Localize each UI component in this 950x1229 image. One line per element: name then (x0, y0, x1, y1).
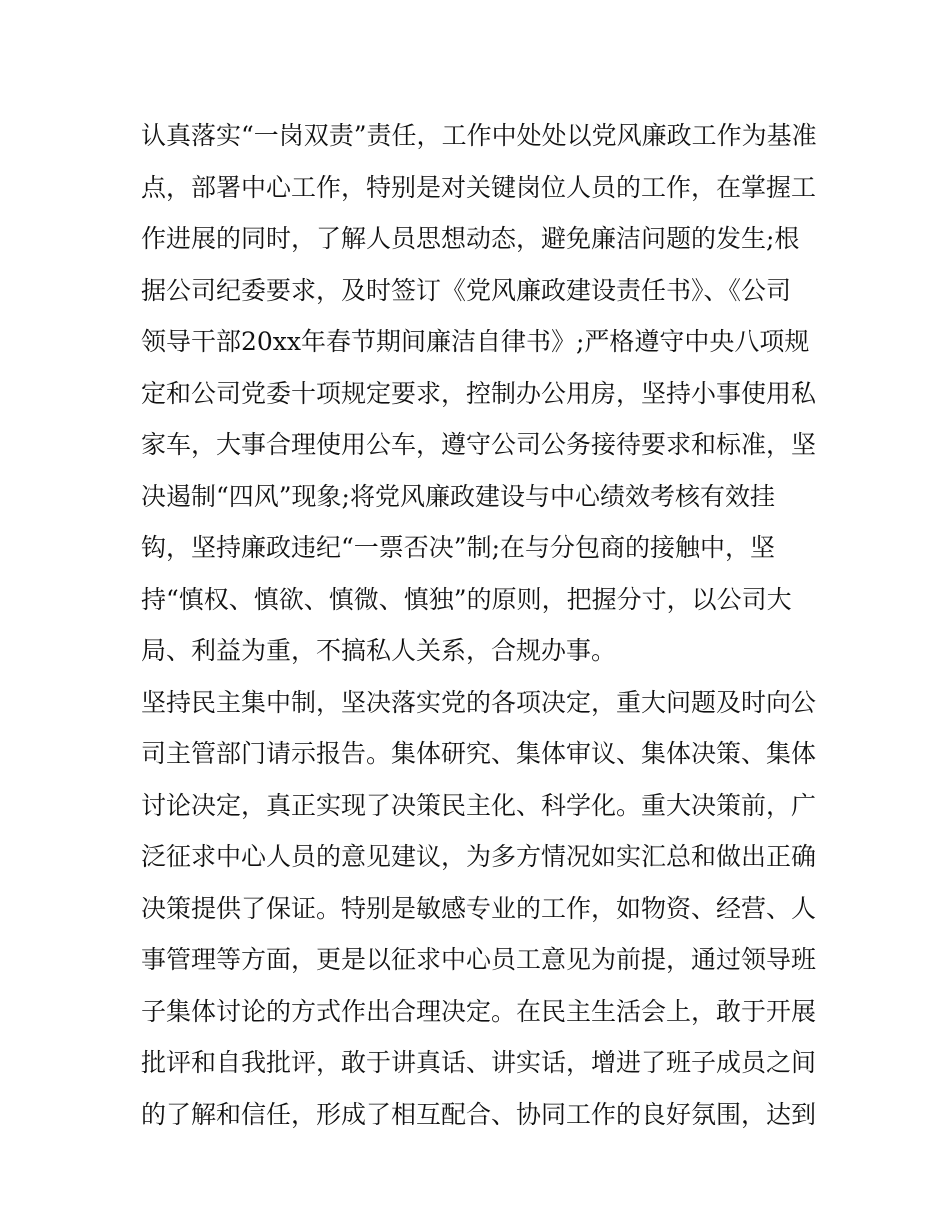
text-line: 的了解和信任，形成了相互配合、协同工作的良好氛围，达到 (141, 1099, 817, 1129)
body-text (141, 110, 821, 1140)
text-line: 子集体讨论的方式作出合理决定。在民主生活会上，敢于开展 (141, 996, 817, 1026)
text-line: 认真落实“一岗双责”责任，工作中处处以党风廉政工作为基准 (141, 121, 817, 150)
text-line: 据公司纪委要求，及时签订《党风廉政建设责任书》、《公司 (141, 275, 792, 305)
text-line: 作进展的同时，了解人员思想动态，避免廉洁问题的发生;根 (141, 224, 800, 253)
text-line: 局、利益为重，不搞私人关系，合规办事。 (141, 636, 617, 665)
text-line: 事管理等方面，更是以征求中心员工意见为前提，通过领导班 (141, 945, 817, 974)
text-line: 持“慎权、慎欲、慎微、慎独”的原则，把握分寸，以公司大 (141, 584, 792, 614)
text-line: 定和公司党委十项规定要求，控制办公用房，坚持小事使用私 (141, 378, 817, 408)
text-line: 钩，坚持廉政违纪“一票否决”制;在与分包商的接触中，坚 (141, 533, 775, 562)
text-line: 决遏制“四风”现象;将党风廉政建设与中心绩效考核有效挂 (141, 481, 775, 511)
text-line: 领导干部20xx年春节期间廉洁自律书》;严格遵守中央八项规 (141, 327, 810, 356)
text-line: 家车，大事合理使用公车，遵守公司公务接待要求和标准，坚 (141, 430, 817, 459)
text-line: 司主管部门请示报告。集体研究、集体审议、集体决策、集体 (141, 739, 817, 768)
text-line: 坚持民主集中制，坚决落实党的各项决定，重大问题及时向公 (141, 687, 817, 717)
text-line: 泛征求中心人员的意见建议，为多方情况如实汇总和做出正确 (141, 842, 817, 871)
text-line: 决策提供了保证。特别是敏感专业的工作，如物资、经营、人 (141, 893, 817, 923)
text-line: 点，部署中心工作，特别是对关键岗位人员的工作，在掌握工 (141, 172, 817, 202)
text-line: 讨论决定，真正实现了决策民主化、科学化。重大决策前，广 (141, 790, 817, 820)
text-line: 批评和自我批评，敢于讲真话、讲实话，增进了班子成员之间 (141, 1048, 817, 1077)
